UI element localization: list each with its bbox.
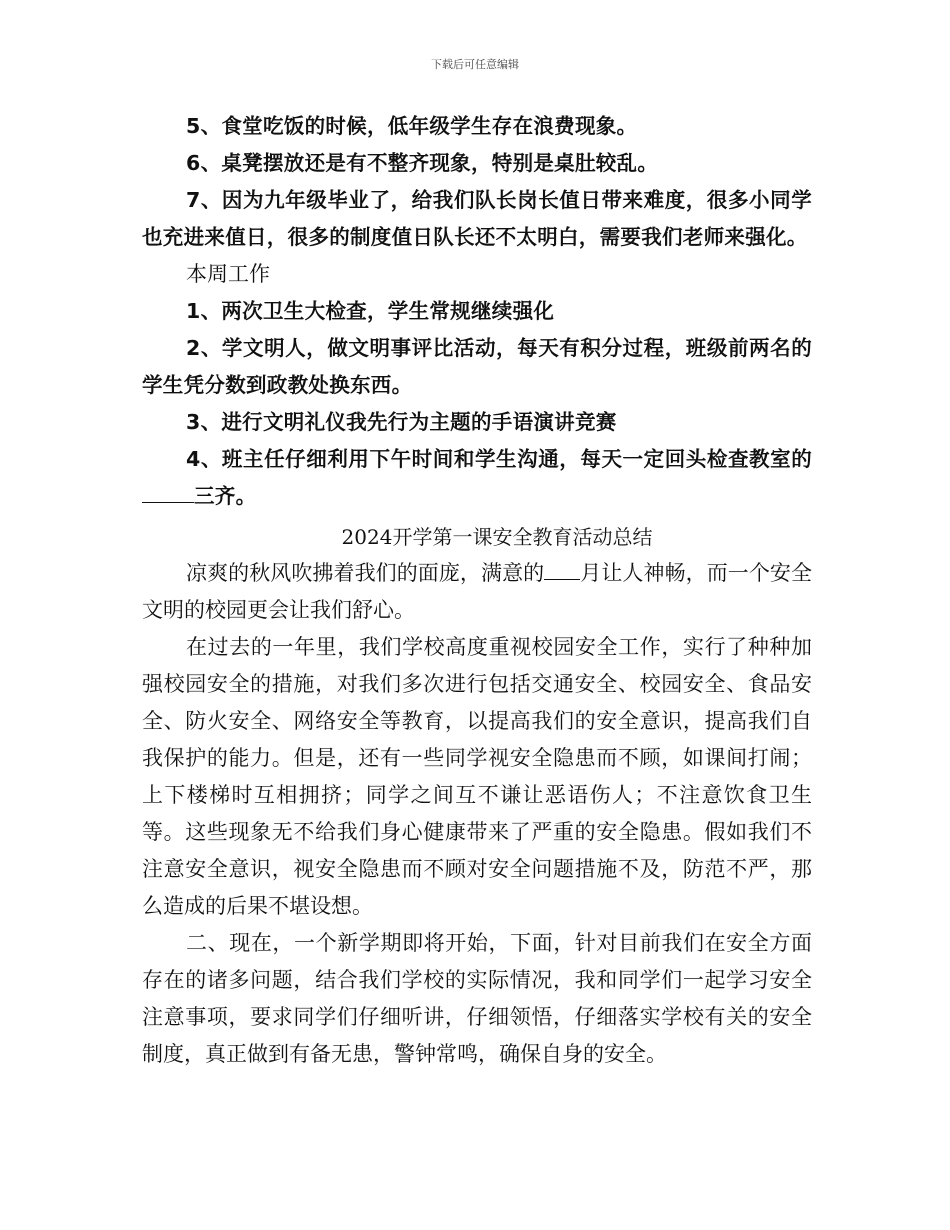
work-item-1: 1、两次卫生大检查，学生常规继续强化 xyxy=(186,299,555,323)
article-paragraph-1-text: 凉爽的秋风吹拂着我们的面庞，满意的 xyxy=(186,561,545,585)
article-paragraph-1-tail: 月让人神畅，而一个安全文明的校园更会让我们舒心。 xyxy=(142,561,813,622)
article-title: 2024开学第一课安全教育活动总结 xyxy=(341,525,653,549)
issue-item-7: 7、因为九年级毕业了，给我们队长岗长值日带来难度，很多小同学也充进来值日，很多的制度值日队长还不太明白，需要我们老师来强化。 xyxy=(142,188,812,249)
article-paragraph-2: 在过去的一年里，我们学校高度重视校园安全工作，实行了种种加强校园安全的措施，对我们多次进行包括交通安全、校园安全、食品安全、防火安全、网络安全等教育，以提高我们的安全意识，提高我们自我保护的能力。但是，还有一些同学视安全隐患而不顾，如课间打闹；上下楼梯时互相拥挤；同学之间互不谦让恶语伤人；不注意饮食卫生等。这些现象无不给我们身心健康带来了严重的安全隐患。假如我们不注意安全意识，视安全隐患而不顾对安全问题措施不及，防范不严，那么造成的后果不堪设想。 xyxy=(142,635,812,918)
work-item-3: 3、进行文明礼仪我先行为主题的手语演讲竞赛 xyxy=(186,410,617,434)
article-paragraph-3: 二、现在，一个新学期即将开始，下面，针对目前我们在安全方面存在的诸多问题，结合我们学校的实际情况，我和同学们一起学习安全注意事项，要求同学们仔细听讲，仔细领悟，仔细落实学校有关的安全制度，真正做到有备无患，警钟常鸣，确保自身的安全。 xyxy=(142,931,812,1066)
fill-blank xyxy=(544,561,580,580)
issue-item-5: 5、食堂吃饭的时候，低年级学生存在浪费现象。 xyxy=(186,114,638,138)
work-item-4-text: 4、班主任仔细利用下午时间和学生沟通，每天一定回头检查教室的 xyxy=(186,447,812,471)
work-item-2: 2、学文明人，做文明事评比活动，每天有积分过程，班级前两名的学生凭分数到政教处换东西。 xyxy=(142,336,812,397)
header-note: 下载后可任意编辑 xyxy=(431,58,519,71)
issue-item-6: 6、桌凳摆放还是有不整齐现象，特别是桌肚较乱。 xyxy=(186,151,659,175)
article-paragraph-1 xyxy=(142,555,812,629)
fill-blank xyxy=(142,484,194,503)
section-heading-weekly-work: 本周工作 xyxy=(186,262,270,286)
work-item-4 xyxy=(142,441,812,515)
work-item-4-tail: 三齐。 xyxy=(194,484,257,508)
document-body xyxy=(142,108,812,1073)
